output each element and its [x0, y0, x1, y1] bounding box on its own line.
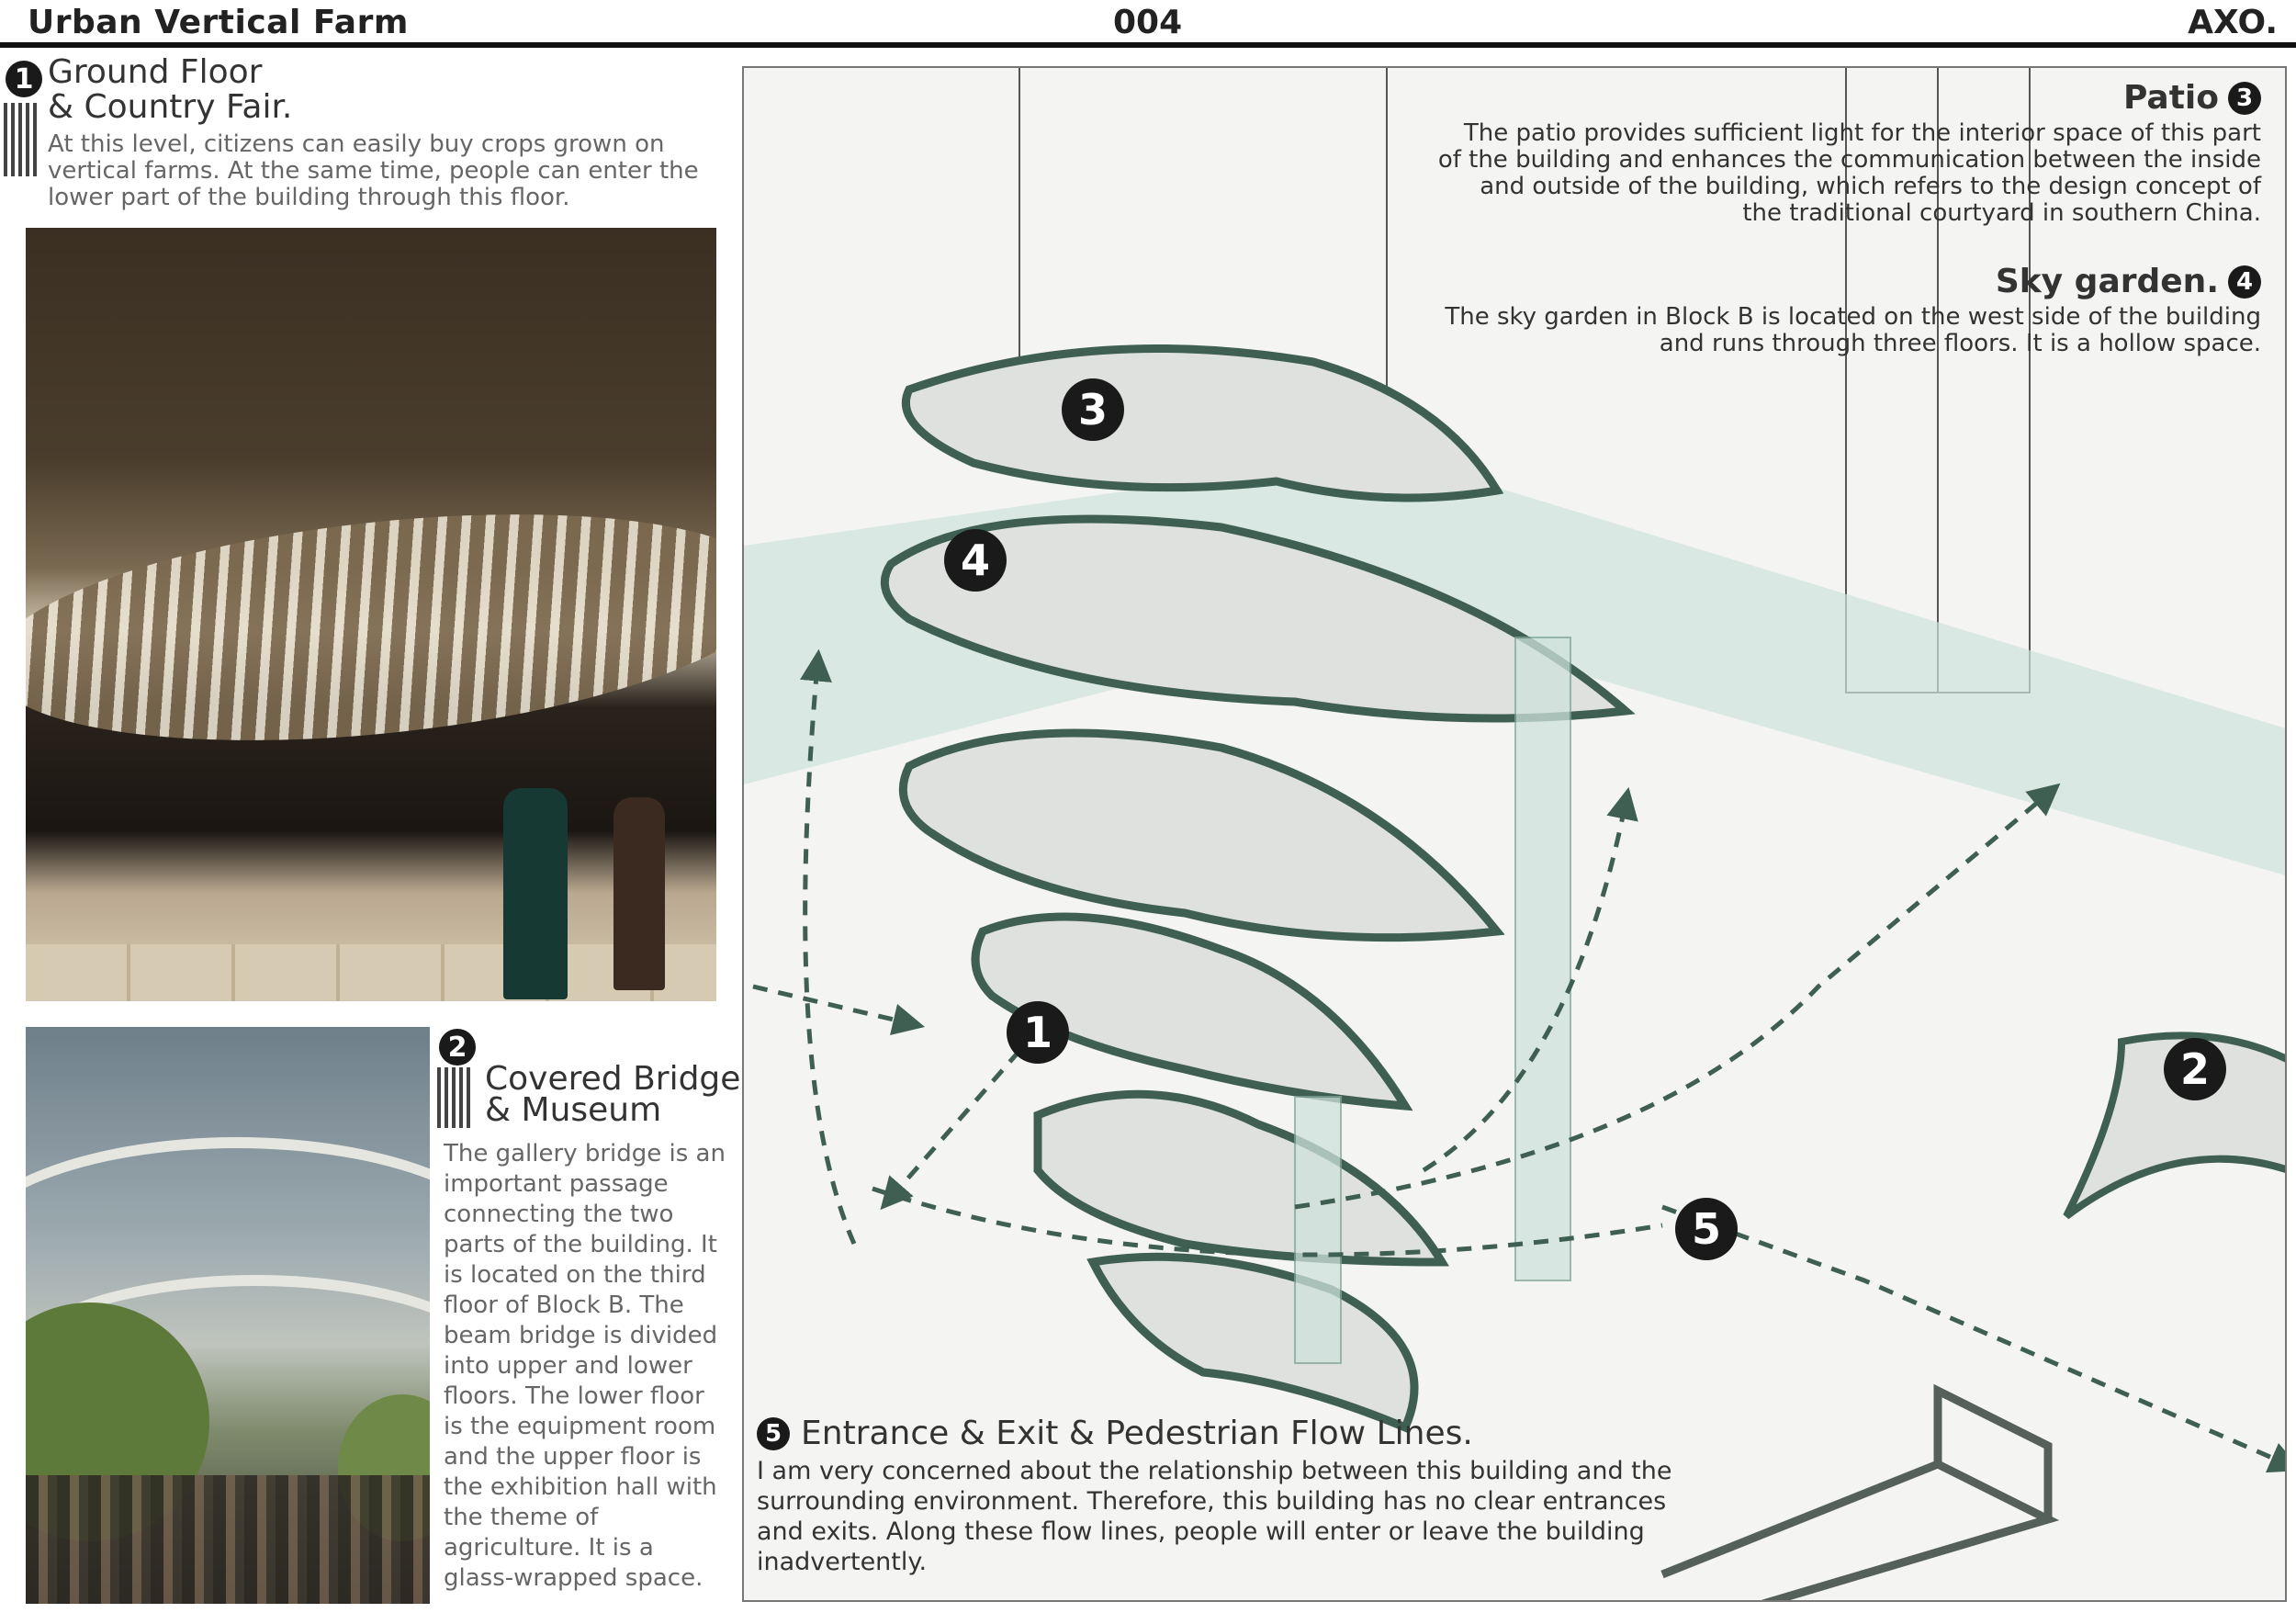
marker-5 — [1675, 1198, 1738, 1260]
glass-core-tall — [1515, 637, 1570, 1280]
header-divider — [0, 42, 2296, 48]
section-2-title-line1: Covered Bridge — [485, 1060, 741, 1098]
marker-1-label: 1 — [1022, 1008, 1053, 1057]
marker-4 — [944, 529, 1007, 592]
section-1-title-line2: & Country Fair. — [48, 88, 293, 126]
ground-floor-render — [26, 228, 716, 1001]
section-1-description: At this level, citizens can easily buy crops grown on vertical farms. At the same time, people can enter the lower part of the building through this floor. — [48, 130, 699, 211]
section-1-bars-icon — [4, 103, 40, 176]
patio-text: The patio provides sufficient light for the interior space of this part of the building and enhances the communication between the inside and outside of the building, which refers to the design concept of the traditional courtyard in southern China. — [1437, 119, 2261, 227]
entrance-text: I am very concerned about the relationship between this building and the surrounding environment. Therefore, this building has no clear entrances and exits. Along these flow lines, people will enter or leave the building inadvertently. — [757, 1457, 1672, 1576]
marker-3 — [1062, 378, 1124, 441]
patio-title-text: Patio — [2123, 79, 2219, 117]
patio-annotation — [1435, 79, 2261, 227]
section-2-description: The gallery bridge is an important passage connecting the two parts of the building. It is located on the third floor of Block B. The beam bridge is divided into upper and lower floors. The lower floor is the equipment room and the upper floor is the exhibition hall with the theme of agriculture. It is a glass-wrapped space. — [444, 1140, 726, 1592]
section-1-badge: 1 — [6, 61, 42, 97]
sky-garden-text: The sky garden in Block B is located on the west side of the building and runs through three floors. It is a hollow space. — [1445, 303, 2261, 357]
entrance-annotation — [757, 1415, 1675, 1577]
sky-garden-annotation — [1435, 263, 2261, 357]
visitor-figure — [503, 788, 568, 999]
visitor-figure — [613, 797, 665, 990]
marker-4-label: 4 — [960, 536, 991, 585]
sky-garden-badge: 4 — [2228, 265, 2261, 299]
section-2-badge: 2 — [439, 1029, 476, 1066]
marker-2 — [2164, 1038, 2226, 1100]
page-header — [0, 0, 2296, 46]
marker-5-label: 5 — [1691, 1204, 1722, 1254]
canopy-shell — [26, 481, 716, 774]
marker-3-label: 3 — [1077, 385, 1109, 434]
section-1-title-line1: Ground Floor — [48, 53, 263, 91]
covered-bridge-render — [26, 1027, 430, 1604]
patio-title — [2123, 79, 2261, 117]
marker-2-label: 2 — [2179, 1044, 2211, 1094]
sky-garden-title — [1996, 263, 2261, 300]
project-title: Urban Vertical Farm — [28, 4, 409, 41]
page-number: 004 — [1113, 4, 1183, 41]
section-2-title-line2: & Museum — [485, 1091, 662, 1129]
sky-garden-title-text: Sky garden. — [1995, 263, 2219, 300]
view-label: AXO. — [2188, 4, 2278, 41]
entrance-badge: 5 — [757, 1417, 790, 1450]
glass-core-short — [1295, 1097, 1341, 1363]
axonometric-drawing — [742, 66, 2287, 1602]
patio-badge: 3 — [2228, 82, 2261, 115]
section-2-title — [485, 1060, 741, 1129]
crowd — [26, 1475, 430, 1604]
section-2-bars-icon — [437, 1067, 478, 1128]
marker-1 — [1007, 1001, 1069, 1064]
section-1-title — [48, 55, 292, 125]
entrance-title-text: Entrance & Exit & Pedestrian Flow Lines. — [801, 1415, 1473, 1452]
entrance-title — [757, 1415, 1473, 1452]
